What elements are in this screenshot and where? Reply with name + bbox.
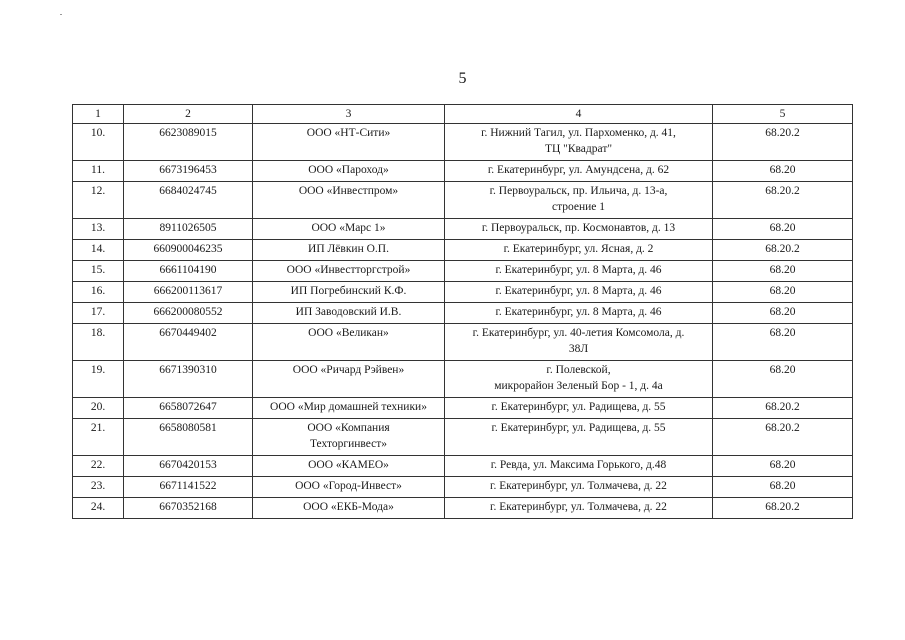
- table-row: [73, 182, 853, 219]
- address-cell: г. Первоуральск, пр. Космонавтов, д. 13: [445, 219, 713, 240]
- table-row: [73, 124, 853, 161]
- registry-table: [72, 104, 853, 519]
- okved-code: 68.20: [713, 456, 853, 477]
- inn-cell: 6671390310: [124, 361, 253, 398]
- inn-cell: 6623089015: [124, 124, 253, 161]
- table-header-row: [73, 105, 853, 124]
- okved-code: 68.20: [713, 324, 853, 361]
- organization-name: ИП Лёвкин О.П.: [253, 240, 445, 261]
- inn-cell: 6670352168: [124, 498, 253, 519]
- row-number: 15.: [73, 261, 124, 282]
- organization-name: ООО «Марс 1»: [253, 219, 445, 240]
- address-cell: г. Екатеринбург, ул. Радищева, д. 55: [445, 419, 713, 456]
- row-number: 13.: [73, 219, 124, 240]
- organization-name: ООО «КАМЕО»: [253, 456, 445, 477]
- address-cell: г. Первоуральск, пр. Ильича, д. 13-а, строение 1: [445, 182, 713, 219]
- table-row: [73, 456, 853, 477]
- inn-cell: 660900046235: [124, 240, 253, 261]
- row-number: 22.: [73, 456, 124, 477]
- row-number: 24.: [73, 498, 124, 519]
- okved-code: 68.20: [713, 477, 853, 498]
- okved-code: 68.20.2: [713, 240, 853, 261]
- organization-name: ООО «ЕКБ-Мода»: [253, 498, 445, 519]
- address-cell: г. Екатеринбург, ул. Толмачева, д. 22: [445, 477, 713, 498]
- inn-cell: 6661104190: [124, 261, 253, 282]
- okved-code: 68.20: [713, 282, 853, 303]
- okved-code: 68.20: [713, 303, 853, 324]
- inn-cell: 8911026505: [124, 219, 253, 240]
- address-cell: г. Екатеринбург, ул. 40-летия Комсомола, д. 38Л: [445, 324, 713, 361]
- organization-name: ИП Заводовский И.В.: [253, 303, 445, 324]
- address-cell: г. Екатеринбург, ул. Амундсена, д. 62: [445, 161, 713, 182]
- header-col-3: 3: [253, 105, 445, 124]
- inn-cell: 6658072647: [124, 398, 253, 419]
- table-row: [73, 303, 853, 324]
- table-row: [73, 398, 853, 419]
- table-row: [73, 419, 853, 456]
- organization-name: ООО «НТ-Сити»: [253, 124, 445, 161]
- inn-cell: 6673196453: [124, 161, 253, 182]
- address-cell: г. Екатеринбург, ул. 8 Марта, д. 46: [445, 282, 713, 303]
- row-number: 18.: [73, 324, 124, 361]
- row-number: 17.: [73, 303, 124, 324]
- okved-code: 68.20: [713, 261, 853, 282]
- inn-cell: 6658080581: [124, 419, 253, 456]
- scan-speck: [60, 14, 62, 15]
- row-number: 10.: [73, 124, 124, 161]
- address-cell: г. Екатеринбург, ул. 8 Марта, д. 46: [445, 303, 713, 324]
- organization-name: ООО «Компания Техторгинвест»: [253, 419, 445, 456]
- row-number: 14.: [73, 240, 124, 261]
- address-cell: г. Ревда, ул. Максима Горького, д.48: [445, 456, 713, 477]
- table-row: [73, 219, 853, 240]
- table-row: [73, 282, 853, 303]
- header-col-1: 1: [73, 105, 124, 124]
- row-number: 23.: [73, 477, 124, 498]
- inn-cell: 6684024745: [124, 182, 253, 219]
- organization-name: ООО «Инвестпром»: [253, 182, 445, 219]
- address-cell: г. Екатеринбург, ул. 8 Марта, д. 46: [445, 261, 713, 282]
- okved-code: 68.20: [713, 161, 853, 182]
- organization-name: ООО «Ричард Рэйвен»: [253, 361, 445, 398]
- organization-name: ООО «Город-Инвест»: [253, 477, 445, 498]
- okved-code: 68.20: [713, 361, 853, 398]
- address-cell: г. Екатеринбург, ул. Радищева, д. 55: [445, 398, 713, 419]
- okved-code: 68.20.2: [713, 498, 853, 519]
- row-number: 12.: [73, 182, 124, 219]
- inn-cell: 6671141522: [124, 477, 253, 498]
- organization-name: ООО «Мир домашней техники»: [253, 398, 445, 419]
- okved-code: 68.20: [713, 219, 853, 240]
- row-number: 16.: [73, 282, 124, 303]
- table-row: [73, 361, 853, 398]
- table-row: [73, 261, 853, 282]
- okved-code: 68.20.2: [713, 182, 853, 219]
- table-row: [73, 161, 853, 182]
- table-row: [73, 324, 853, 361]
- row-number: 20.: [73, 398, 124, 419]
- inn-cell: 666200113617: [124, 282, 253, 303]
- header-col-5: 5: [713, 105, 853, 124]
- address-cell: г. Екатеринбург, ул. Ясная, д. 2: [445, 240, 713, 261]
- okved-code: 68.20.2: [713, 124, 853, 161]
- header-col-4: 4: [445, 105, 713, 124]
- table-body: [73, 124, 853, 519]
- okved-code: 68.20.2: [713, 419, 853, 456]
- row-number: 21.: [73, 419, 124, 456]
- address-cell: г. Нижний Тагил, ул. Пархоменко, д. 41, ТЦ "Квадрат": [445, 124, 713, 161]
- organization-name: ООО «Великан»: [253, 324, 445, 361]
- organization-name: ООО «Инвестторгстрой»: [253, 261, 445, 282]
- organization-name: ООО «Пароход»: [253, 161, 445, 182]
- header-col-2: 2: [124, 105, 253, 124]
- okved-code: 68.20.2: [713, 398, 853, 419]
- inn-cell: 666200080552: [124, 303, 253, 324]
- row-number: 11.: [73, 161, 124, 182]
- inn-cell: 6670449402: [124, 324, 253, 361]
- organization-name: ИП Погребинский К.Ф.: [253, 282, 445, 303]
- table-row: [73, 498, 853, 519]
- inn-cell: 6670420153: [124, 456, 253, 477]
- table-row: [73, 477, 853, 498]
- address-cell: г. Екатеринбург, ул. Толмачева, д. 22: [445, 498, 713, 519]
- table-row: [73, 240, 853, 261]
- address-cell: г. Полевской, микрорайон Зеленый Бор - 1, д. 4а: [445, 361, 713, 398]
- row-number: 19.: [73, 361, 124, 398]
- page-number: 5: [458, 70, 467, 87]
